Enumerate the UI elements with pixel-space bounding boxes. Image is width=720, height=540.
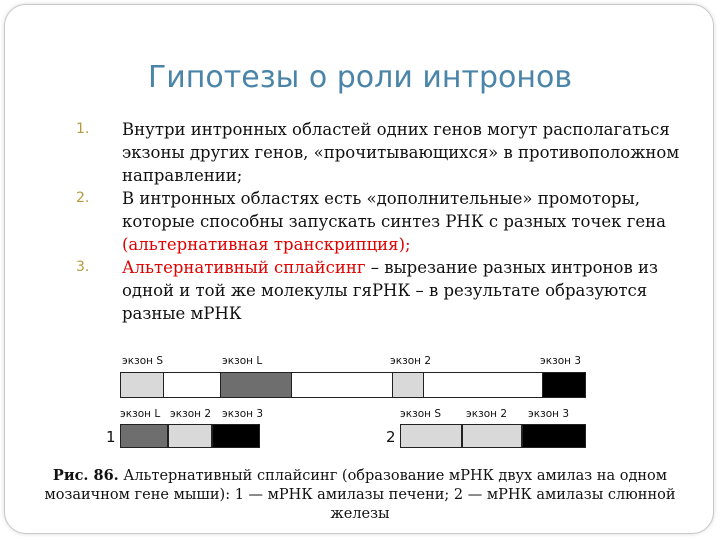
item-number: 2. bbox=[76, 190, 90, 206]
gene-label-exon-2: экзон 2 bbox=[390, 355, 431, 367]
gene-label-exon-s: экзон S bbox=[122, 355, 163, 367]
caption-label: Рис. 86. bbox=[52, 467, 119, 484]
mrna1-label-exon-3: экзон 3 bbox=[222, 408, 263, 420]
item-text: В интронных областях есть «дополнительные» промоторы, которые способны запускать синтез РНК с разных точек гена bbox=[122, 189, 666, 231]
mrna1-label-exon-l: экзон L bbox=[120, 408, 161, 420]
gene-label-exon-l: экзон L bbox=[222, 355, 263, 367]
item-text: – вырезание разных интронов из одной и той же молекулы гяРНК – в результате образуются разные мРНК bbox=[122, 258, 658, 323]
mrna2-label-exon-3: экзон 3 bbox=[528, 408, 569, 420]
mrna2-label-exon-2: экзон 2 bbox=[466, 408, 507, 420]
mrna1-label-exon-2: экзон 2 bbox=[170, 408, 211, 420]
item-highlight: (альтернативная транскрипция); bbox=[122, 235, 411, 254]
gene-label-exon-3: экзон 3 bbox=[540, 355, 581, 367]
caption-text: Альтернативный сплайсинг (образование мРНК двух амилаз на одном мозаичном гене мыши): 1 — мРНК амилазы печени; 2 — мРНК амилазы слюнной железы bbox=[44, 468, 676, 522]
mrna1-exon-l bbox=[120, 424, 168, 448]
gene-exon-l bbox=[220, 372, 292, 398]
gene-exon-2 bbox=[392, 372, 424, 398]
mrna2-exon-2 bbox=[462, 424, 522, 448]
gene-exon-s bbox=[120, 372, 164, 398]
mrna1-exon-3 bbox=[212, 424, 260, 448]
mrna2-number: 2 bbox=[386, 428, 396, 446]
mrna1-exon-2 bbox=[168, 424, 212, 448]
item-number: 3. bbox=[76, 259, 90, 275]
mrna2-label-exon-s: экзон S bbox=[400, 408, 441, 420]
item-highlight: Альтернативный сплайсинг bbox=[122, 258, 366, 277]
mrna2-exon-3 bbox=[522, 424, 586, 448]
figure-caption bbox=[30, 466, 690, 524]
gene-exon-3 bbox=[542, 372, 586, 398]
item-text: Внутри интронных областей одних генов могут располагаться экзоны других генов, «прочитывающихся» в противоположном направлении; bbox=[122, 120, 680, 185]
mrna2-exon-s bbox=[400, 424, 462, 448]
item-number: 1. bbox=[76, 121, 90, 137]
mrna1-number: 1 bbox=[106, 428, 116, 446]
gene-bar bbox=[120, 372, 586, 398]
slide-title: Гипотезы о роли интронов bbox=[148, 60, 572, 95]
